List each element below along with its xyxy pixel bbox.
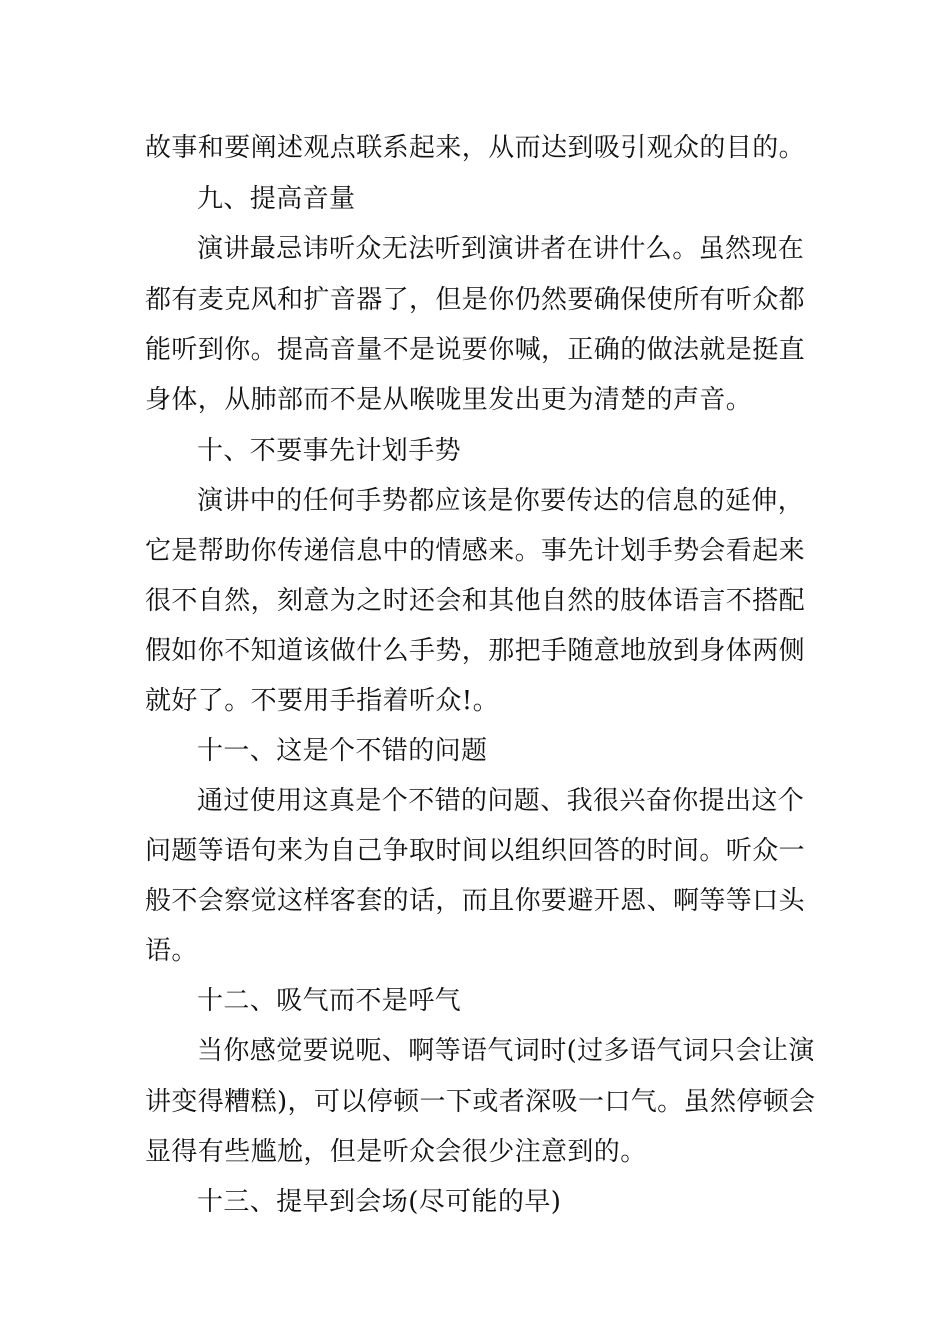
paragraph-line: 语。	[145, 936, 198, 966]
section-heading: 十三、提早到会场(尽可能的早)	[197, 1187, 562, 1217]
paragraph-line: 演讲最忌讳听众无法听到演讲者在讲什么。虽然现在	[197, 234, 805, 264]
section-heading: 十二、吸气而不是呼气	[197, 986, 462, 1016]
paragraph-line: 假如你不知道该做什么手势，那把手随意地放到身体两侧	[145, 636, 806, 666]
paragraph-line: 它是帮助你传递信息中的情感来。事先计划手势会看起来	[145, 536, 806, 566]
paragraph-line: 演讲中的任何手势都应该是你要传达的信息的延伸，	[197, 486, 805, 516]
paragraph-line: 身体，从肺部而不是从喉咙里发出更为清楚的声音。	[145, 385, 753, 415]
paragraph-line: 都有麦克风和扩音器了，但是你仍然要确保使所有听众都	[145, 285, 806, 315]
paragraph-line: 当你感觉要说呃、啊等语气词时(过多语气词只会让演	[197, 1036, 815, 1066]
paragraph-line: 通过使用这真是个不错的问题、我很兴奋你提出这个	[197, 786, 805, 816]
paragraph-line: 显得有些尴尬，但是听众会很少注意到的。	[145, 1137, 647, 1167]
paragraph-line: 很不自然，刻意为之时还会和其他自然的肢体语言不搭配	[145, 586, 806, 616]
paragraph-line: 故事和要阐述观点联系起来，从而达到吸引观众的目的。	[145, 133, 806, 163]
paragraph-line: 般不会察觉这样客套的话，而且你要避开恩、啊等等口头	[145, 886, 806, 916]
section-heading: 九、提高音量	[197, 184, 356, 214]
section-heading: 十、不要事先计划手势	[197, 436, 462, 466]
paragraph-line: 讲变得糟糕)，可以停顿一下或者深吸一口气。虽然停顿会	[145, 1087, 816, 1117]
paragraph-line: 能听到你。提高音量不是说要你喊，正确的做法就是挺直	[145, 335, 806, 365]
paragraph-line: 问题等语句来为自己争取时间以组织回答的时间。听众一	[145, 836, 806, 866]
paragraph-line: 就好了。不要用手指着听众!。	[145, 686, 500, 716]
section-heading: 十一、这是个不错的问题	[197, 736, 488, 766]
